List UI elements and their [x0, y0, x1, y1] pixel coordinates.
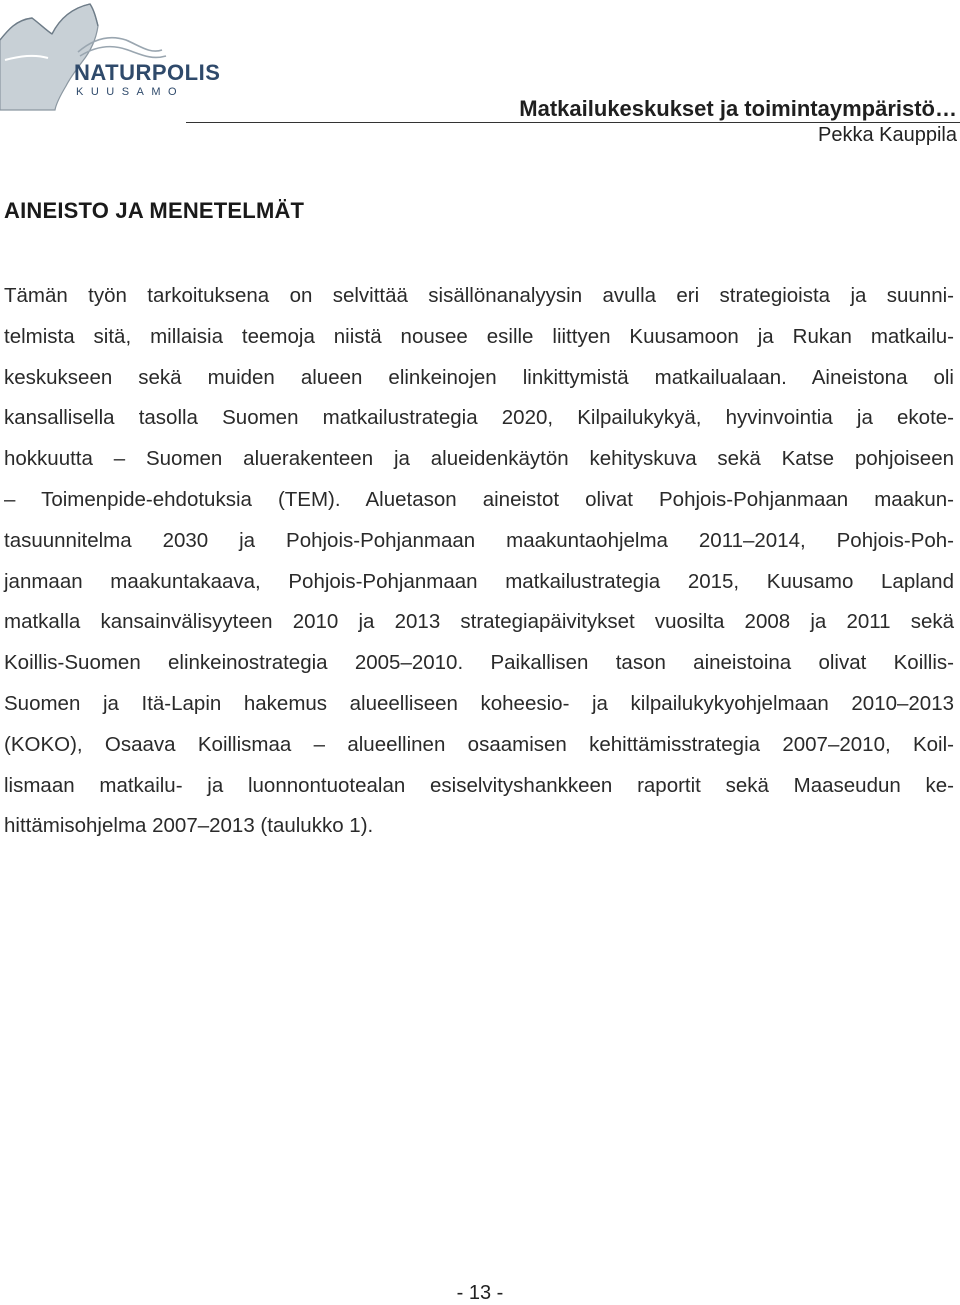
paragraph-line: Suomen ja Itä-Lapin hakemus alueelliseen koheesio- ja kilpailukykyohjelmaan 2010–2013	[4, 691, 954, 715]
logo-name: NATURPOLIS	[74, 60, 221, 85]
header-title: Matkailukeskukset ja toimintaympäristö…	[519, 96, 957, 121]
page-number: - 13 -	[456, 1282, 504, 1304]
paragraph-line: hittämisohjelma 2007–2013 (taulukko 1).	[4, 814, 374, 838]
naturpolis-logo	[0, 0, 221, 110]
paragraph-line: janmaan maakuntakaava, Pohjois-Pohjanmaan matkailustrategia 2015, Kuusamo Lapland	[4, 569, 954, 593]
naturpolis-logo-icon	[0, 0, 221, 110]
paragraph-line: hokkuutta – Suomen aluerakenteen ja alueidenkäytön kehityskuva sekä Katse pohjoiseen	[4, 447, 954, 471]
paragraph-line: – Toimenpide-ehdotuksia (TEM). Aluetason aineistot olivat Pohjois-Pohjanmaan maakun-	[4, 487, 954, 511]
paragraph-line: Tämän työn tarkoituksena on selvittää sisällönanalyysin avulla eri strategioista ja suunni-	[4, 284, 954, 307]
paragraph-line: lismaan matkailu- ja luonnontuotealan esiselvityshankkeen raportit sekä Maaseudun ke-	[4, 773, 954, 797]
header-author: Pekka Kauppila	[818, 124, 957, 146]
body-paragraph	[4, 276, 954, 847]
paragraph-line: Koillis-Suomen elinkeinostrategia 2005–2010. Paikallisen tason aineistoina olivat Koillis-	[4, 651, 954, 675]
header-divider	[186, 122, 960, 123]
paragraph-line: kansallisella tasolla Suomen matkailustrategia 2020, Kilpailukykyä, hyvinvointia ja ekote-	[4, 406, 954, 430]
paragraph-line: matkalla kansainvälisyyteen 2010 ja 2013 strategiapäivitykset vuosilta 2008 ja 2011 sekä	[4, 610, 954, 634]
paragraph-line: telmista sitä, millaisia teemoja niistä nousee esille liittyen Kuusamoon ja Rukan matkailu-	[4, 324, 954, 348]
section-heading: AINEISTO JA MENETELMÄT	[4, 198, 305, 223]
logo-sub: KUUSAMO	[76, 86, 185, 98]
paragraph-line: keskukseen sekä muiden alueen elinkeinojen linkittymistä matkailualaan. Aineistona oli	[4, 365, 954, 389]
paragraph-line: (KOKO), Osaava Koillismaa – alueellinen osaamisen kehittämisstrategia 2007–2010, Koil-	[4, 732, 954, 756]
paragraph-line: tasuunnitelma 2030 ja Pohjois-Pohjanmaan maakuntaohjelma 2011–2014, Pohjois-Poh-	[4, 528, 954, 552]
